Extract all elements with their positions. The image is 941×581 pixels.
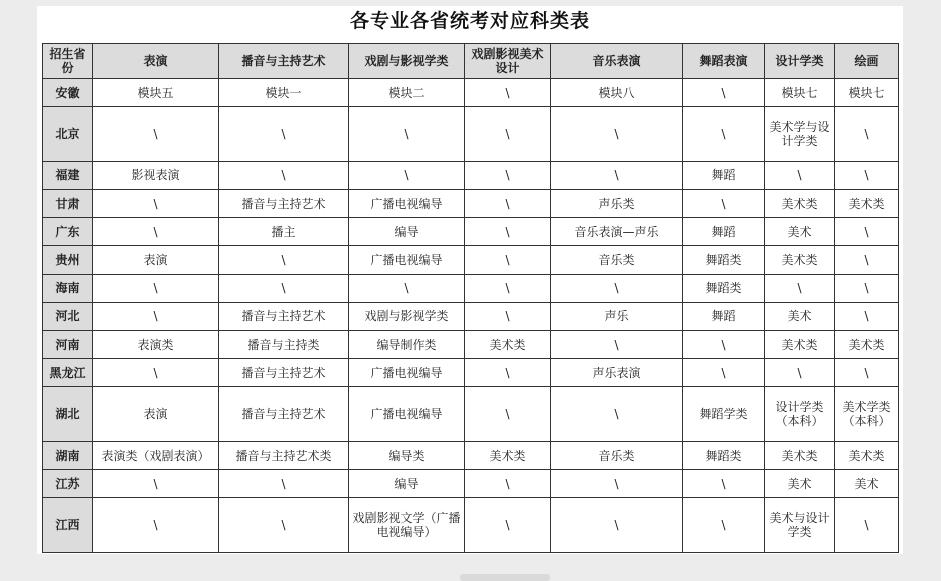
table-row xyxy=(43,470,899,498)
table-cell: \ xyxy=(93,470,219,498)
row-province: 海南 xyxy=(43,274,93,302)
table-cell: 美术类 xyxy=(465,441,551,469)
table-row xyxy=(43,498,899,553)
row-province: 黑龙江 xyxy=(43,359,93,387)
table-cell: \ xyxy=(835,161,899,189)
table-row xyxy=(43,387,899,442)
header-column: 表演 xyxy=(93,44,219,79)
table-cell: 音乐类 xyxy=(551,441,683,469)
row-province: 江苏 xyxy=(43,470,93,498)
table-cell: 设计学类（本科） xyxy=(765,387,835,442)
table-cell: \ xyxy=(93,498,219,553)
table-cell: \ xyxy=(219,107,349,162)
header-column: 戏剧与影视学类 xyxy=(349,44,465,79)
table-cell: \ xyxy=(551,498,683,553)
header-province: 招生省份 xyxy=(43,44,93,79)
table-cell: \ xyxy=(551,387,683,442)
table-cell: \ xyxy=(683,79,765,107)
table-cell: 戏剧与影视学类 xyxy=(349,302,465,330)
table-cell: 播音与主持艺术 xyxy=(219,359,349,387)
table-cell: 声乐表演 xyxy=(551,359,683,387)
document-sheet xyxy=(37,6,903,554)
table-cell: 模块二 xyxy=(349,79,465,107)
table-cell: \ xyxy=(683,330,765,358)
table-cell: \ xyxy=(93,218,219,246)
table-cell: 播音与主持艺术类 xyxy=(219,441,349,469)
table-cell: 编导类 xyxy=(349,441,465,469)
table-cell: 美术 xyxy=(765,302,835,330)
table-cell: \ xyxy=(465,498,551,553)
row-province: 江西 xyxy=(43,498,93,553)
table-cell: \ xyxy=(349,274,465,302)
table-cell: \ xyxy=(835,107,899,162)
table-cell: 美术类 xyxy=(765,189,835,217)
table-cell: \ xyxy=(219,246,349,274)
table-cell: \ xyxy=(835,246,899,274)
table-cell: \ xyxy=(465,218,551,246)
row-province: 安徽 xyxy=(43,79,93,107)
table-cell: 模块八 xyxy=(551,79,683,107)
table-cell: 美术类 xyxy=(765,246,835,274)
table-cell: 广播电视编导 xyxy=(349,359,465,387)
table-cell: \ xyxy=(551,330,683,358)
table-cell: \ xyxy=(349,161,465,189)
bottom-edge-artifact xyxy=(460,574,550,581)
table-cell: 舞蹈学类 xyxy=(683,387,765,442)
table-cell: 美术类 xyxy=(835,330,899,358)
table-cell: \ xyxy=(465,79,551,107)
table-row xyxy=(43,330,899,358)
table-cell: 编导 xyxy=(349,470,465,498)
table-row xyxy=(43,359,899,387)
table-cell: 模块五 xyxy=(93,79,219,107)
table-cell: \ xyxy=(465,189,551,217)
table-cell: \ xyxy=(551,274,683,302)
table-cell: 播音与主持艺术 xyxy=(219,387,349,442)
row-province: 贵州 xyxy=(43,246,93,274)
table-cell: \ xyxy=(465,107,551,162)
table-cell: 戏剧影视文学（广播电视编导） xyxy=(349,498,465,553)
table-cell: \ xyxy=(765,274,835,302)
table-row xyxy=(43,302,899,330)
table-row xyxy=(43,161,899,189)
table-cell: 美术类 xyxy=(765,441,835,469)
table-cell: 表演类 xyxy=(93,330,219,358)
header-column: 设计学类 xyxy=(765,44,835,79)
table-cell: 表演 xyxy=(93,387,219,442)
table-cell: 模块七 xyxy=(835,79,899,107)
table-cell: \ xyxy=(465,161,551,189)
table-cell: \ xyxy=(219,498,349,553)
table-cell: 影视表演 xyxy=(93,161,219,189)
table-cell: \ xyxy=(465,302,551,330)
table-cell: 美术学类（本科） xyxy=(835,387,899,442)
table-cell: \ xyxy=(465,387,551,442)
table-cell: \ xyxy=(683,189,765,217)
table-cell: 编导制作类 xyxy=(349,330,465,358)
table-cell: \ xyxy=(765,359,835,387)
table-cell: \ xyxy=(93,302,219,330)
table-cell: \ xyxy=(349,107,465,162)
table-cell: 编导 xyxy=(349,218,465,246)
header-column: 戏剧影视美术设计 xyxy=(465,44,551,79)
table-cell: \ xyxy=(465,246,551,274)
table-cell: 舞蹈 xyxy=(683,218,765,246)
table-cell: \ xyxy=(465,470,551,498)
table-cell: 美术学与设计学类 xyxy=(765,107,835,162)
table-cell: 舞蹈 xyxy=(683,161,765,189)
table-cell: \ xyxy=(765,161,835,189)
table-cell: \ xyxy=(93,189,219,217)
table-cell: \ xyxy=(683,498,765,553)
table-cell: \ xyxy=(219,161,349,189)
table-cell: \ xyxy=(93,274,219,302)
table-row xyxy=(43,218,899,246)
table-row xyxy=(43,246,899,274)
row-province: 河南 xyxy=(43,330,93,358)
header-column: 播音与主持艺术 xyxy=(219,44,349,79)
row-province: 北京 xyxy=(43,107,93,162)
table-cell: \ xyxy=(551,161,683,189)
table-cell: 美术 xyxy=(765,470,835,498)
table-cell: 播音与主持艺术 xyxy=(219,189,349,217)
table-cell: 美术类 xyxy=(465,330,551,358)
table-cell: 模块一 xyxy=(219,79,349,107)
table-cell: \ xyxy=(835,498,899,553)
header-column: 绘画 xyxy=(835,44,899,79)
table-cell: 音乐类 xyxy=(551,246,683,274)
table-cell: \ xyxy=(683,359,765,387)
table-cell: 声乐 xyxy=(551,302,683,330)
table-cell: 广播电视编导 xyxy=(349,246,465,274)
table-cell: \ xyxy=(835,302,899,330)
row-province: 广东 xyxy=(43,218,93,246)
table-cell: 美术 xyxy=(765,218,835,246)
table-cell: 广播电视编导 xyxy=(349,387,465,442)
table-cell: 舞蹈类 xyxy=(683,246,765,274)
row-province: 湖北 xyxy=(43,387,93,442)
subject-category-table xyxy=(42,43,899,553)
table-row xyxy=(43,107,899,162)
table-cell: 播主 xyxy=(219,218,349,246)
table-cell: \ xyxy=(835,274,899,302)
table-cell: 声乐类 xyxy=(551,189,683,217)
header-column: 舞蹈表演 xyxy=(683,44,765,79)
table-cell: \ xyxy=(93,359,219,387)
table-cell: 播音与主持艺术 xyxy=(219,302,349,330)
table-cell: \ xyxy=(683,107,765,162)
table-cell: \ xyxy=(219,470,349,498)
table-row xyxy=(43,441,899,469)
table-cell: 美术与设计学类 xyxy=(765,498,835,553)
row-province: 福建 xyxy=(43,161,93,189)
table-row xyxy=(43,274,899,302)
table-cell: 舞蹈 xyxy=(683,302,765,330)
table-cell: \ xyxy=(835,218,899,246)
row-province: 湖南 xyxy=(43,441,93,469)
row-province: 甘肃 xyxy=(43,189,93,217)
table-cell: 表演类（戏剧表演） xyxy=(93,441,219,469)
table-cell: \ xyxy=(551,470,683,498)
table-cell: 美术类 xyxy=(835,189,899,217)
table-cell: 表演 xyxy=(93,246,219,274)
table-cell: 模块七 xyxy=(765,79,835,107)
table-row xyxy=(43,189,899,217)
table-cell: \ xyxy=(93,107,219,162)
row-province: 河北 xyxy=(43,302,93,330)
table-cell: \ xyxy=(683,470,765,498)
table-cell: 舞蹈类 xyxy=(683,274,765,302)
table-cell: \ xyxy=(219,274,349,302)
table-row xyxy=(43,79,899,107)
table-cell: 美术 xyxy=(835,470,899,498)
table-cell: \ xyxy=(465,274,551,302)
page-title: 各专业各省统考对应科类表 xyxy=(349,10,590,32)
table-cell: \ xyxy=(835,359,899,387)
table-cell: 美术类 xyxy=(765,330,835,358)
table-cell: \ xyxy=(465,359,551,387)
table-cell: 美术类 xyxy=(835,441,899,469)
header-column: 音乐表演 xyxy=(551,44,683,79)
header-row xyxy=(43,44,899,79)
table-cell: 广播电视编导 xyxy=(349,189,465,217)
table-cell: \ xyxy=(551,107,683,162)
table-cell: 舞蹈类 xyxy=(683,441,765,469)
table-cell: 播音与主持类 xyxy=(219,330,349,358)
table-cell: 音乐表演—声乐 xyxy=(551,218,683,246)
